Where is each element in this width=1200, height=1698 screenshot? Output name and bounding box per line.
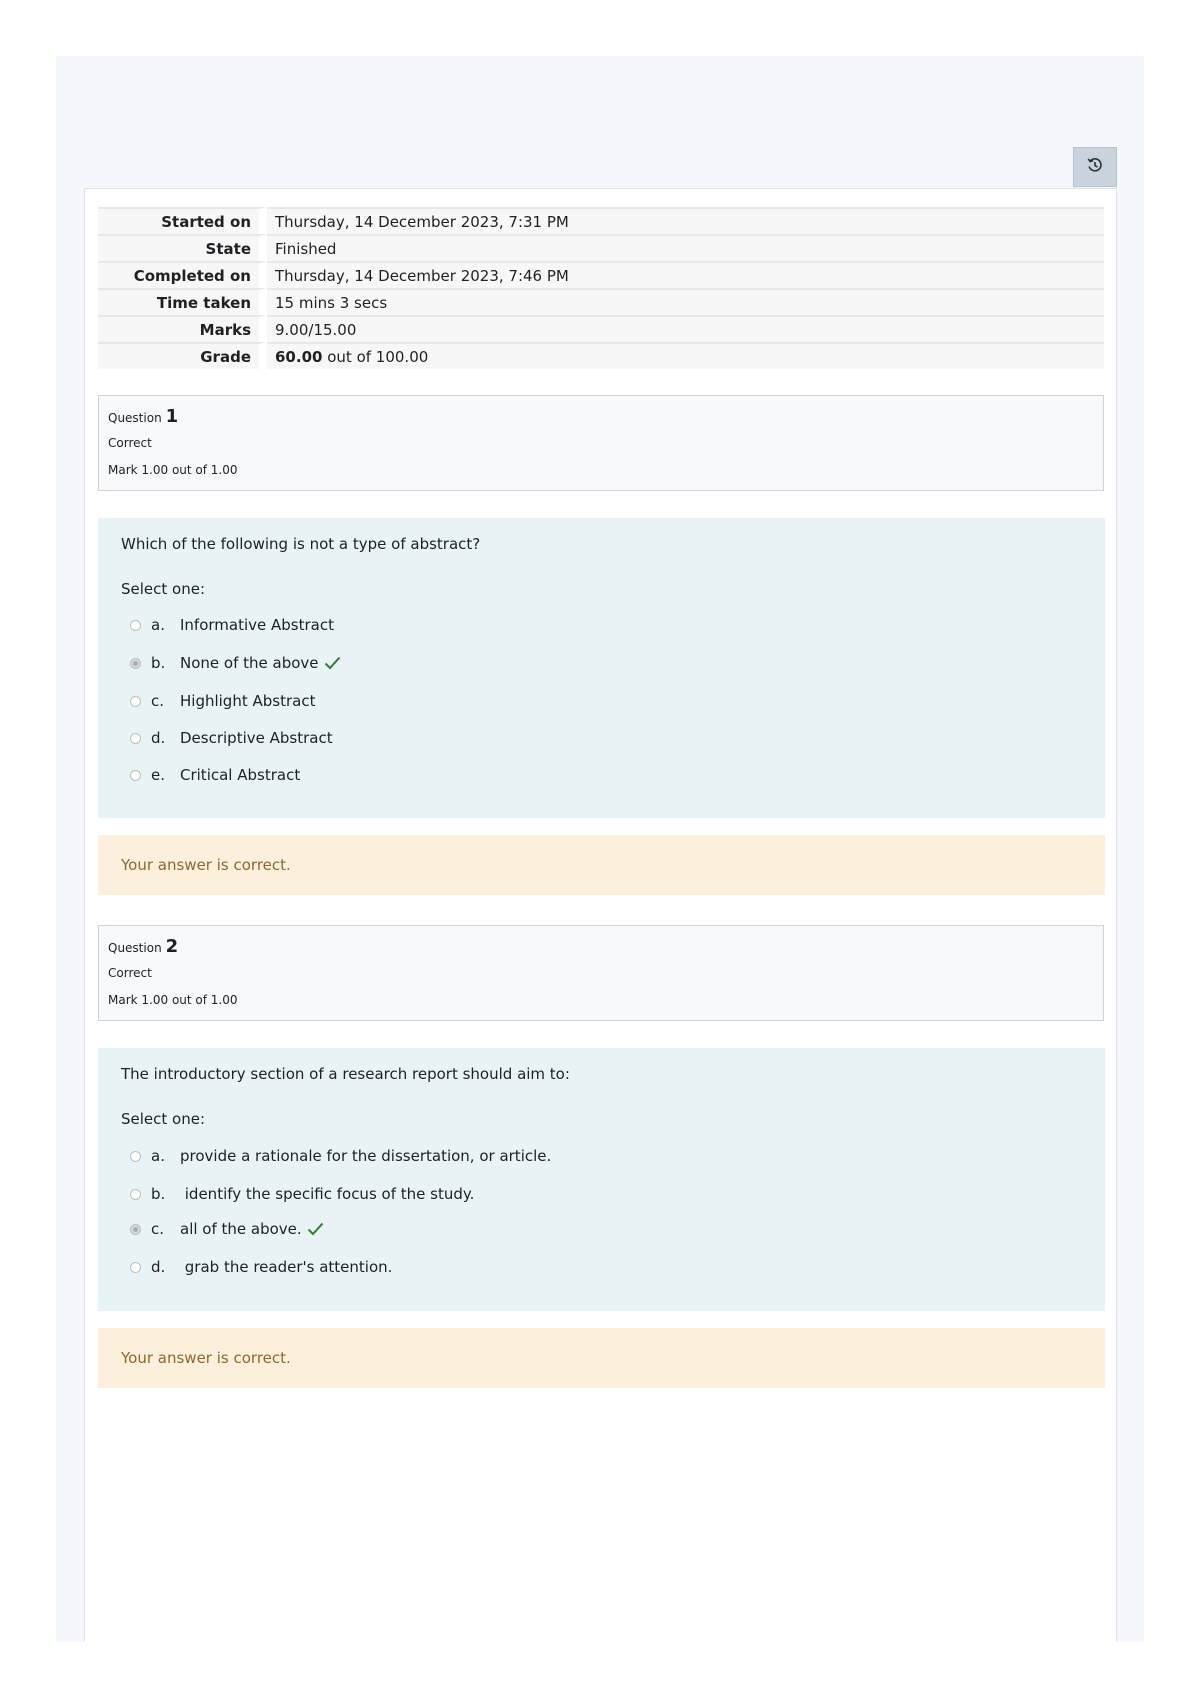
- answer-option-b[interactable]: [130, 650, 341, 676]
- option-text: provide a rationale for the dissertation, or article.: [180, 1147, 552, 1165]
- radio-button[interactable]: [130, 1262, 141, 1273]
- summary-label: Grade: [98, 342, 267, 369]
- radio-button[interactable]: [130, 620, 141, 631]
- select-one-label: Select one:: [121, 1110, 206, 1128]
- feedback-message-2: Your answer is correct.: [98, 1328, 1105, 1388]
- option-text: grab the reader's attention.: [180, 1258, 393, 1276]
- option-letter: c.: [151, 1220, 165, 1238]
- question-status: Correct: [108, 966, 152, 980]
- question-label: Question: [108, 941, 162, 955]
- summary-value: Thursday, 14 December 2023, 7:46 PM: [267, 261, 1104, 288]
- attempt-summary-table: [98, 207, 1104, 369]
- radio-button[interactable]: [130, 696, 141, 707]
- grade-out-of: out of 100.00: [327, 347, 429, 366]
- history-button[interactable]: [1073, 147, 1117, 187]
- answer-option-a[interactable]: [130, 1143, 551, 1169]
- summary-row-state: [98, 234, 1104, 261]
- answer-option-a[interactable]: [130, 612, 334, 638]
- option-letter: c.: [151, 692, 165, 710]
- question-label: Question: [108, 411, 162, 425]
- option-text: Informative Abstract: [180, 616, 334, 634]
- check-icon: [307, 1222, 324, 1236]
- option-letter: a.: [151, 1147, 165, 1165]
- summary-row-time-taken: [98, 288, 1104, 315]
- answer-option-c[interactable]: [130, 688, 315, 714]
- summary-row-grade: [98, 342, 1104, 369]
- question-info-1: [98, 395, 1104, 491]
- option-letter: e.: [151, 766, 165, 784]
- summary-label: Marks: [98, 315, 267, 342]
- summary-value: Thursday, 14 December 2023, 7:31 PM: [267, 207, 1104, 234]
- summary-label: Started on: [98, 207, 267, 234]
- summary-row-completed: [98, 261, 1104, 288]
- summary-value: [267, 342, 1104, 369]
- option-text: Highlight Abstract: [180, 692, 316, 710]
- answer-option-d[interactable]: [130, 725, 333, 751]
- summary-value: 15 mins 3 secs: [267, 288, 1104, 315]
- question-content-2: [98, 1048, 1105, 1311]
- select-one-label: Select one:: [121, 580, 206, 598]
- summary-row-marks: [98, 315, 1104, 342]
- radio-button[interactable]: [130, 733, 141, 744]
- grade-value: 60.00: [275, 347, 323, 366]
- question-text: The introductory section of a research report should aim to:: [121, 1065, 570, 1083]
- summary-value: Finished: [267, 234, 1104, 261]
- option-text: Critical Abstract: [180, 766, 301, 784]
- attempt-review-card: [84, 188, 1117, 1642]
- question-mark: Mark 1.00 out of 1.00: [108, 993, 238, 1007]
- history-icon: [1086, 156, 1104, 178]
- answer-option-b[interactable]: [130, 1181, 474, 1207]
- option-letter: b.: [151, 1185, 166, 1203]
- question-number: 2: [165, 936, 179, 957]
- option-letter: d.: [151, 729, 166, 747]
- question-info-2: [98, 925, 1104, 1021]
- option-text: all of the above.: [180, 1220, 302, 1238]
- answer-option-d[interactable]: [130, 1254, 392, 1280]
- answer-option-c[interactable]: [130, 1216, 324, 1242]
- radio-button[interactable]: [130, 1189, 141, 1200]
- summary-row-started: [98, 207, 1104, 234]
- radio-button-selected[interactable]: [130, 658, 141, 669]
- feedback-message-1: Your answer is correct.: [98, 835, 1105, 895]
- summary-label: State: [98, 234, 267, 261]
- option-text: Descriptive Abstract: [180, 729, 333, 747]
- summary-label: Completed on: [98, 261, 267, 288]
- option-text: None of the above: [180, 654, 319, 672]
- question-number: 1: [165, 406, 179, 427]
- option-text: identify the specific focus of the study.: [180, 1185, 475, 1203]
- check-icon: [324, 656, 341, 670]
- option-letter: a.: [151, 616, 165, 634]
- question-mark: Mark 1.00 out of 1.00: [108, 463, 238, 477]
- radio-button-selected[interactable]: [130, 1224, 141, 1235]
- question-status: Correct: [108, 436, 152, 450]
- summary-label: Time taken: [98, 288, 267, 315]
- radio-button[interactable]: [130, 1151, 141, 1162]
- question-text: Which of the following is not a type of abstract?: [121, 535, 481, 553]
- option-letter: b.: [151, 654, 166, 672]
- radio-button[interactable]: [130, 770, 141, 781]
- question-content-1: [98, 518, 1105, 818]
- answer-option-e[interactable]: [130, 762, 300, 788]
- summary-value: 9.00/15.00: [267, 315, 1104, 342]
- option-letter: d.: [151, 1258, 166, 1276]
